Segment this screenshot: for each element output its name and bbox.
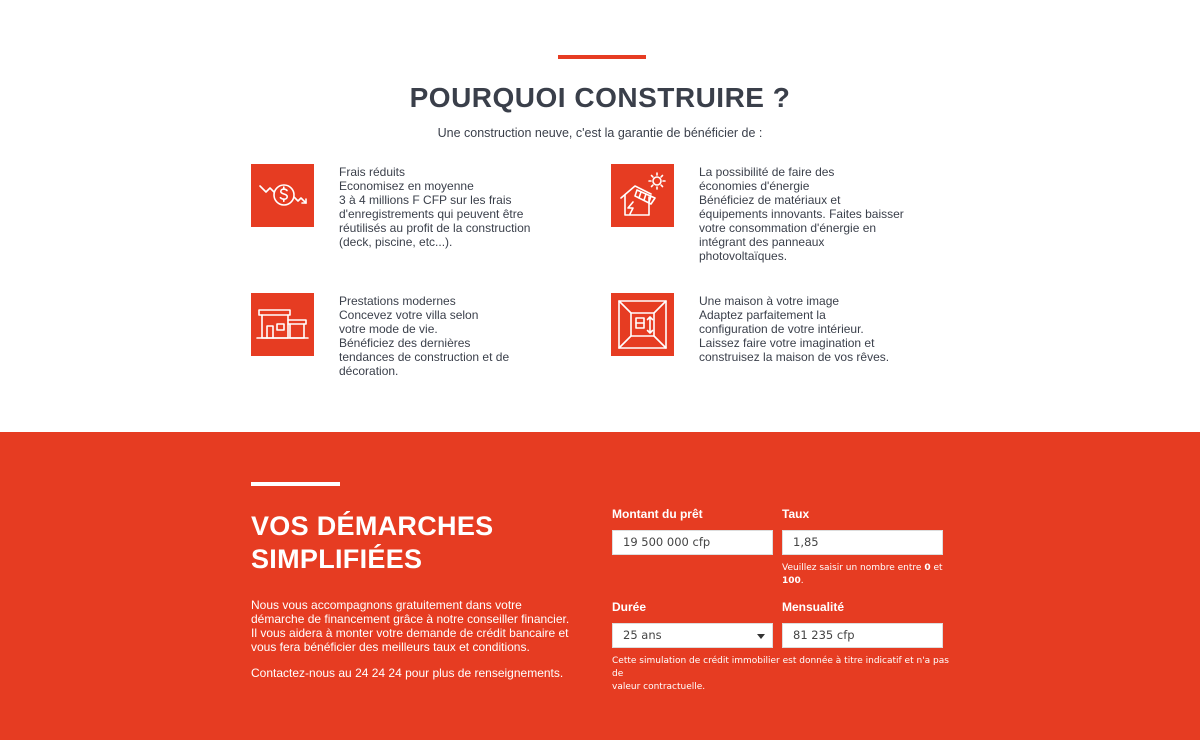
section-divider [251, 482, 340, 486]
feature-line: votre mode de vie. [339, 322, 438, 336]
feature-line: votre consommation d'énergie en [699, 221, 877, 235]
feature-text [699, 165, 914, 263]
feature-text [339, 165, 554, 249]
feature-line: Adaptez parfaitement la [699, 308, 826, 322]
feature-heading: La possibilité de faire des [699, 165, 835, 179]
hint-max: 100 [782, 576, 801, 586]
feature-line: Concevez votre villa selon [339, 308, 479, 322]
modern-building-icon [251, 293, 314, 356]
section-subtitle: Une construction neuve, c'est la garantie de bénéficier de : [437, 126, 763, 140]
monthly-label: Mensualité [782, 600, 845, 614]
feature-line: photovoltaïques. [699, 249, 788, 263]
feature-line: Laissez faire votre imagination et [699, 336, 875, 350]
rate-label: Taux [782, 507, 810, 521]
section-description [251, 598, 596, 654]
loan-simulator-section [0, 432, 1200, 740]
hint-min: 0 [924, 563, 931, 573]
feature-line: configuration de votre intérieur. [699, 322, 864, 336]
feature-line: 3 à 4 millions F CFP sur les frais [339, 193, 512, 207]
amount-label: Montant du prêt [612, 507, 703, 521]
feature-line: décoration. [339, 364, 399, 378]
feature-text [339, 294, 554, 378]
disclaimer-line: Cette simulation de crédit immobilier est donnée à titre indicatif et n'a pas de [612, 656, 949, 679]
duration-select[interactable] [612, 623, 773, 648]
solar-house-icon [611, 164, 674, 227]
section-title-line: SIMPLIFIÉES [251, 544, 423, 574]
feature-line: intégrant des panneaux [699, 235, 825, 249]
section-title-line: VOS DÉMARCHES [251, 511, 494, 541]
feature-line: construisez la maison de vos rêves. [699, 350, 890, 364]
hint-text: et [930, 563, 943, 573]
feature-heading: Frais réduits [339, 165, 406, 179]
rate-hint [782, 562, 952, 588]
hint-text: . [800, 576, 804, 586]
feature-line: tendances de construction et de [339, 350, 510, 364]
feature-line: Bénéficiez de matériaux et [699, 193, 841, 207]
duration-label: Durée [612, 600, 647, 614]
description-line: démarche de financement grâce à notre conseiller financier. [251, 612, 570, 626]
feature-line: (deck, piscine, etc...). [339, 235, 453, 249]
feature-line: économies d'énergie [699, 179, 810, 193]
rate-value: 1,85 [793, 535, 819, 549]
interior-layout-icon [611, 293, 674, 356]
simulation-disclaimer [612, 655, 957, 694]
savings-dollar-icon [251, 164, 314, 227]
feature-line: réutilisés au profit de la construction [339, 221, 531, 235]
feature-line: équipements innovants. Faites baisser [699, 207, 904, 221]
description-line: vous fera bénéficier des meilleurs taux et conditions. [251, 640, 530, 654]
rate-input[interactable] [782, 530, 943, 555]
description-line: Il vous aidera à monter votre demande de crédit bancaire et [251, 626, 569, 640]
section-title: POURQUOI CONSTRUIRE ? [409, 82, 791, 113]
feature-heading: Une maison à votre image [699, 294, 840, 308]
monthly-value: 81 235 cfp [793, 628, 855, 642]
feature-line: Economisez en moyenne [339, 179, 474, 193]
duration-value: 25 ans [623, 628, 662, 642]
contact-text: Contactez-nous au 24 24 24 pour plus de renseignements. [251, 666, 564, 680]
amount-input[interactable] [612, 530, 773, 555]
feature-line: Bénéficiez des dernières [339, 336, 471, 350]
hint-text: Veuillez saisir un nombre entre [782, 563, 925, 573]
feature-heading: Prestations modernes [339, 294, 456, 308]
feature-text [699, 294, 914, 364]
feature-line: d'enregistrements qui peuvent être [339, 207, 524, 221]
section-divider [558, 55, 646, 59]
monthly-output [782, 623, 943, 648]
section-title [251, 510, 493, 576]
chevron-down-icon [757, 634, 765, 639]
description-line: Nous vous accompagnons gratuitement dans votre [251, 598, 522, 612]
amount-value: 19 500 000 cfp [623, 535, 711, 549]
disclaimer-line: valeur contractuelle. [612, 682, 706, 692]
